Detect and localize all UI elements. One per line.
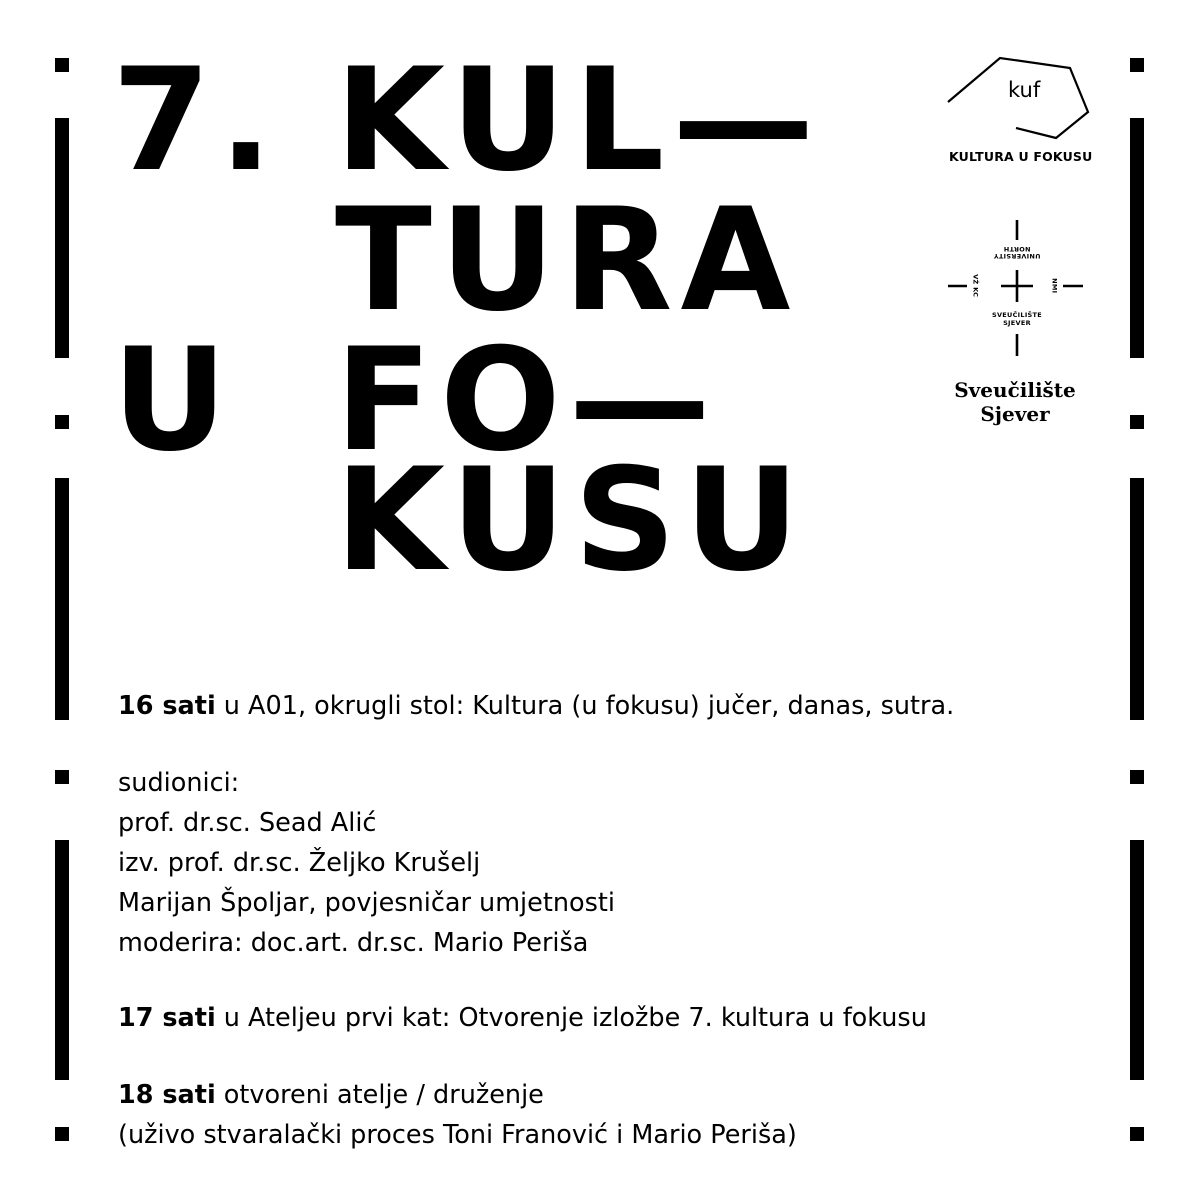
participant: izv. prof. dr.sc. Željko Krušelj — [118, 848, 481, 878]
university-name-line-2: Sjever — [980, 402, 1050, 426]
headline-line-4: KUSU — [335, 438, 808, 603]
headline-line-1: KUL— — [335, 38, 823, 203]
frame-bar-left — [55, 58, 69, 72]
event-3 — [118, 1075, 797, 1155]
participant: prof. dr.sc. Sead Alić — [118, 808, 377, 838]
seal-bottom-text-2: SJEVER — [1003, 319, 1031, 327]
headline-number: 7. — [112, 38, 281, 203]
university-name-line-1: Sveučilište — [954, 378, 1076, 402]
participants-block — [118, 763, 615, 963]
university-logo — [945, 218, 1090, 438]
frame-bar-right — [1130, 770, 1144, 784]
frame-bar-right — [1130, 118, 1144, 358]
frame-bar-left — [55, 1127, 69, 1141]
frame-bar-right — [1130, 58, 1144, 72]
frame-bar-right — [1130, 478, 1144, 720]
headline-line-2: TURA — [335, 178, 799, 343]
kuf-logo — [940, 50, 1100, 170]
frame-bar-right — [1130, 840, 1144, 1080]
event-1-time: 16 sati — [118, 691, 216, 721]
participant: Marijan Špoljar, povjesničar umjetnosti — [118, 888, 615, 918]
university-name — [945, 378, 1085, 426]
event-2 — [118, 998, 927, 1038]
frame-bar-left — [55, 415, 69, 429]
seal-left-text: VŽ KC — [971, 274, 980, 298]
event-1-text: u A01, okrugli stol: Kultura (u fokusu) jučer, danas, sutra. — [215, 691, 955, 721]
headline-u: U — [112, 318, 236, 483]
event-3-note: (uživo stvaralački proces Toni Franović i Mario Periša) — [118, 1120, 797, 1150]
kuf-mark: kuf — [1008, 78, 1041, 102]
event-2-text: u Ateljeu prvi kat: Otvorenje izložbe 7. kultura u fokusu — [215, 1003, 927, 1033]
seal-top-text: UNIVERSITY NORTH — [993, 244, 1041, 260]
event-3-text: otvoreni atelje / druženje — [215, 1080, 544, 1110]
university-seal-icon — [945, 218, 1090, 358]
seal-bottom-text-1: SVEUČILIŠTE — [991, 311, 1043, 319]
frame-bar-right — [1130, 1127, 1144, 1141]
frame-bar-right — [1130, 415, 1144, 429]
seal-right-text: NMI — [1050, 278, 1059, 294]
event-1 — [118, 686, 954, 726]
frame-bar-left — [55, 840, 69, 1080]
moderator: moderira: doc.art. dr.sc. Mario Periša — [118, 928, 589, 958]
kuf-caption: KULTURA U FOKUSU — [949, 149, 1093, 164]
event-2-time: 17 sati — [118, 1003, 216, 1033]
event-3-time: 18 sati — [118, 1080, 216, 1110]
participants-label: sudionici: — [118, 768, 240, 798]
frame-bar-left — [55, 770, 69, 784]
headline-line-3: FO— — [335, 318, 719, 483]
frame-bar-left — [55, 118, 69, 358]
frame-bar-left — [55, 478, 69, 720]
